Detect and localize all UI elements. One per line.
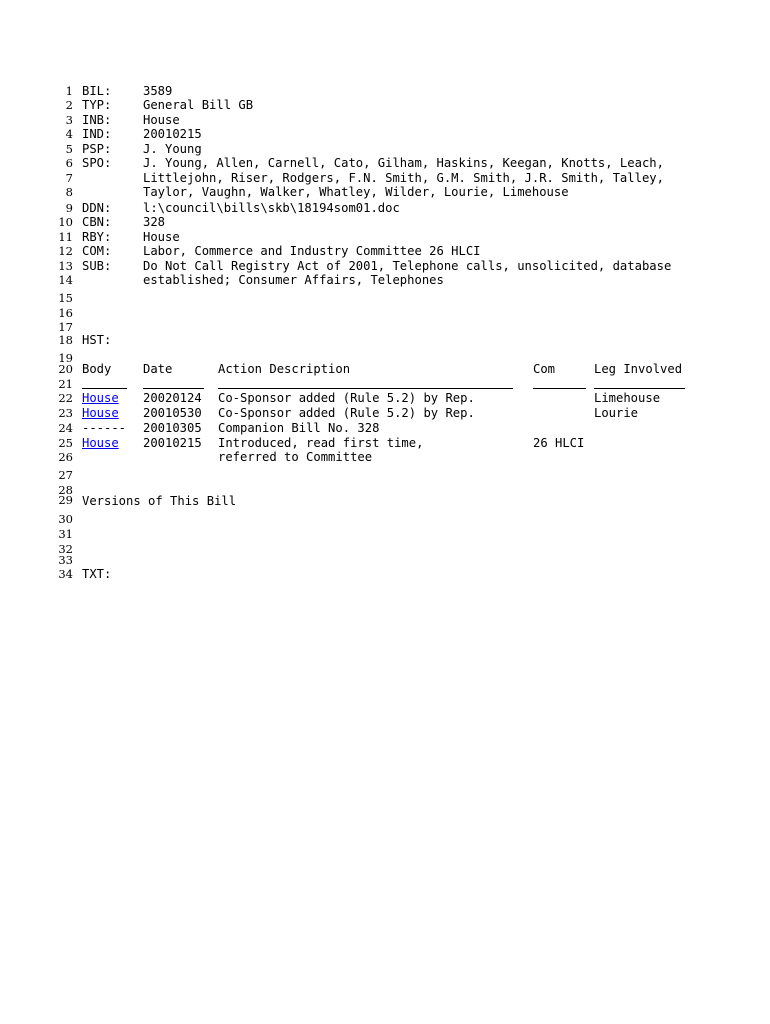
- line-number: 29: [58, 493, 73, 507]
- field-value-ind: 20010215: [143, 127, 202, 141]
- line-number: 7: [65, 171, 73, 185]
- field-value-typ: General Bill GB: [143, 98, 254, 112]
- body-link-house[interactable]: House: [82, 436, 119, 450]
- line-number: 14: [58, 273, 73, 287]
- field-value-com: Labor, Commerce and Industry Committee 26 HLCI: [143, 244, 481, 258]
- history-header-com: Com: [533, 362, 556, 376]
- history-leg: Limehouse: [594, 391, 661, 405]
- line-number: 34: [58, 567, 73, 581]
- history-action: Co-Sponsor added (Rule 5.2) by Rep.: [218, 406, 475, 420]
- field-value-sub-line: Do Not Call Registry Act of 2001, Telephone calls, unsolicited, database: [143, 259, 672, 273]
- history-com: 26 HLCI: [533, 436, 585, 450]
- field-value-spo-line: J. Young, Allen, Carnell, Cato, Gilham, Haskins, Keegan, Knotts, Leach,: [143, 156, 664, 170]
- line-number: 11: [58, 230, 73, 244]
- line-number: 17: [58, 320, 73, 334]
- field-label-spo: SPO:: [82, 156, 112, 170]
- line-number: 31: [58, 527, 73, 541]
- history-leg: Lourie: [594, 406, 639, 420]
- line-number: 5: [65, 142, 73, 156]
- line-number: 19: [58, 351, 73, 365]
- history-action: Companion Bill No. 328: [218, 421, 380, 435]
- line-number: 13: [58, 259, 73, 273]
- field-value-psp: J. Young: [143, 142, 202, 156]
- header-underline: [143, 388, 204, 389]
- field-label-typ: TYP:: [82, 98, 112, 112]
- header-underline: [82, 388, 127, 389]
- body-link-house[interactable]: House: [82, 391, 119, 405]
- history-header-date: Date: [143, 362, 173, 376]
- field-value-ddn: l:\council\bills\skb\18194som01.doc: [143, 201, 400, 215]
- history-header-leg: Leg Involved: [594, 362, 683, 376]
- line-number: 21: [58, 377, 73, 391]
- line-number: 20: [58, 362, 73, 376]
- line-number: 28: [58, 483, 73, 497]
- line-number: 24: [58, 421, 73, 435]
- field-value-spo-line: Littlejohn, Riser, Rodgers, F.N. Smith, G.M. Smith, J.R. Smith, Talley,: [143, 171, 664, 185]
- line-number: 2: [65, 98, 73, 112]
- body-link-house[interactable]: House: [82, 406, 119, 420]
- field-value-inb: House: [143, 113, 180, 127]
- history-header-action: Action Description: [218, 362, 351, 376]
- history-date: 20010215: [143, 436, 202, 450]
- line-number: 27: [58, 468, 73, 482]
- field-label-ind: IND:: [82, 127, 112, 141]
- field-label-inb: INB:: [82, 113, 112, 127]
- field-label-rby: RBY:: [82, 230, 112, 244]
- line-number: 26: [58, 450, 73, 464]
- field-label-txt: TXT:: [82, 567, 112, 581]
- history-action: Co-Sponsor added (Rule 5.2) by Rep.: [218, 391, 475, 405]
- field-label-bil: BIL:: [82, 84, 112, 98]
- line-number: 1: [65, 84, 73, 98]
- line-number: 16: [58, 306, 73, 320]
- field-label-ddn: DDN:: [82, 201, 112, 215]
- field-label-psp: PSP:: [82, 142, 112, 156]
- line-number: 30: [58, 512, 73, 526]
- header-underline: [533, 388, 586, 389]
- header-underline: [594, 388, 685, 389]
- history-date: 20010530: [143, 406, 202, 420]
- versions-heading: Versions of This Bill: [82, 494, 237, 508]
- field-value-sub-line: established; Consumer Affairs, Telephones: [143, 273, 444, 287]
- field-value-spo-line: Taylor, Vaughn, Walker, Whatley, Wilder, Lourie, Limehouse: [143, 185, 569, 199]
- line-number: 8: [65, 185, 73, 199]
- line-number: 23: [58, 406, 73, 420]
- line-number: 32: [58, 542, 73, 556]
- line-number: 15: [58, 291, 73, 305]
- line-number: 6: [65, 156, 73, 170]
- history-date: 20010305: [143, 421, 202, 435]
- field-label-hst: HST:: [82, 333, 112, 347]
- field-label-com: COM:: [82, 244, 112, 258]
- history-action-continued: referred to Committee: [218, 450, 373, 464]
- line-number: 33: [58, 553, 73, 567]
- field-value-bil: 3589: [143, 84, 173, 98]
- history-header-body: Body: [82, 362, 112, 376]
- line-number: 25: [58, 436, 73, 450]
- field-label-sub: SUB:: [82, 259, 112, 273]
- line-number: 10: [58, 215, 73, 229]
- field-value-rby: House: [143, 230, 180, 244]
- line-number: 12: [58, 244, 73, 258]
- history-action: Introduced, read first time,: [218, 436, 424, 450]
- line-number: 3: [65, 113, 73, 127]
- history-date: 20020124: [143, 391, 202, 405]
- field-label-cbn: CBN:: [82, 215, 112, 229]
- line-number: 9: [65, 201, 73, 215]
- line-number: 22: [58, 391, 73, 405]
- field-value-cbn: 328: [143, 215, 166, 229]
- history-body: ------: [82, 421, 127, 435]
- line-number: 18: [58, 333, 73, 347]
- header-underline: [218, 388, 513, 389]
- line-number: 4: [65, 127, 73, 141]
